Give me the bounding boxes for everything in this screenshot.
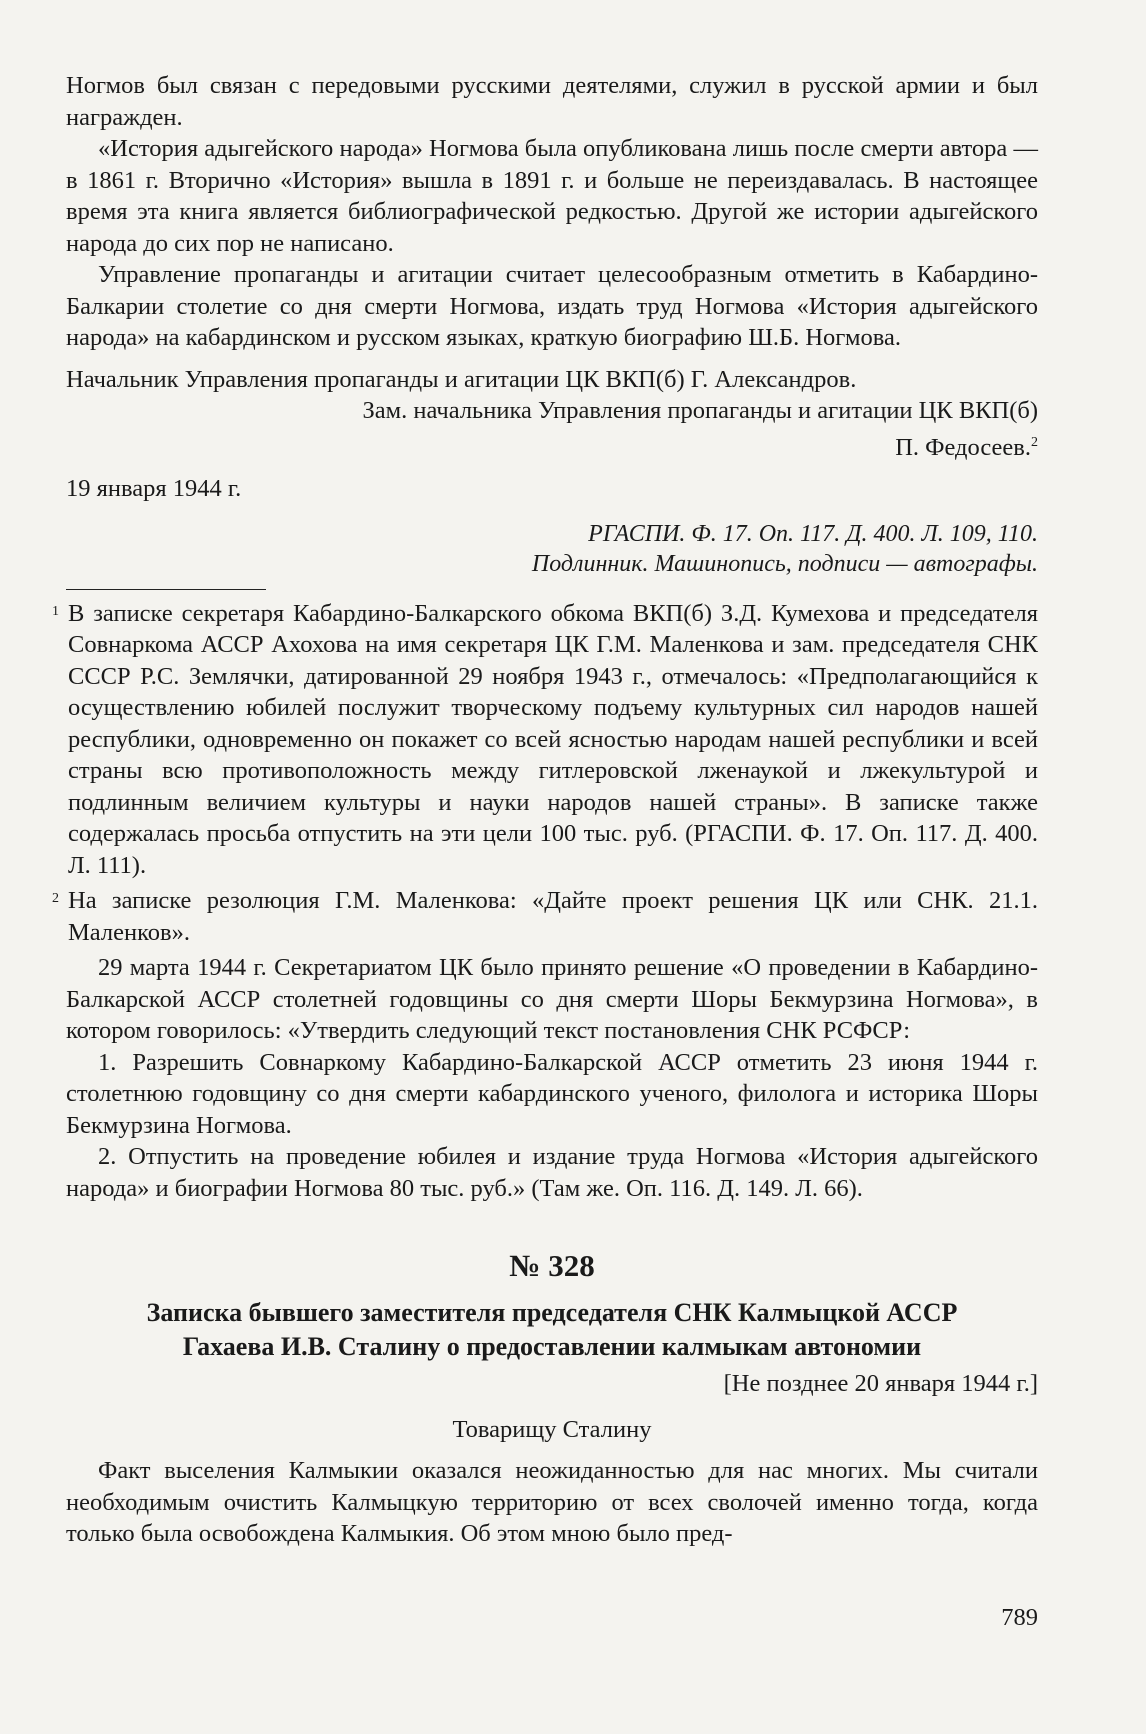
page-number: 789 (1001, 1604, 1038, 1631)
footnote-1 (52, 598, 1038, 882)
footnote-2-text: На записке резолюция Г.М. Маленкова: «Дайте проект решения ЦК или СНК. 21.1. Маленков». (68, 887, 1038, 946)
signature-line-3 (66, 427, 1038, 464)
document-number: № 328 (509, 1248, 595, 1284)
footnote-2-paragraph-4: 2. Отпустить на проведение юбилея и издание труда Ногмова «История адыгейского народа» и биографии Ногмова 80 тыс. руб.» (Там же. Оп. 116. Д. 149. Л. 66). (66, 1143, 1038, 1202)
signature-line-2: Зам. начальника Управления пропаганды и агитации ЦК ВКП(б) (362, 397, 1038, 424)
archive-line-1: РГАСПИ. Ф. 17. Оп. 117. Д. 400. Л. 109, 110. (588, 520, 1038, 547)
signature-name: П. Федосеев. (895, 433, 1031, 461)
footnote-2 (52, 885, 1038, 948)
footnote-ref-2: 2 (1031, 434, 1038, 450)
signature-line-1: Начальник Управления пропаганды и агитации ЦК ВКП(б) Г. Александров. (66, 365, 857, 393)
signature-block (66, 364, 1038, 464)
paragraph-2: «История адыгейского народа» Ногмова была опубликована лишь после смерти автора — в 1861 г. Вторично «История» вышла в 1891 г. и больше не переиздавалась. В настоящее время эта книга является библиографической редкостью. Другой же истории адыгейского народа до сих пор не написано. (66, 135, 1038, 257)
document-date-note: [Не позднее 20 января 1944 г.] (723, 1370, 1038, 1398)
document-date: 19 января 1944 г. (66, 475, 242, 503)
footnote-2-paragraph-2: 29 марта 1944 г. Секретариатом ЦК было принято решение «О проведении в Кабардино-Балкарской АССР столетней годовщины со дня смерти Шоры Бекмурзина Ногмова», в котором говорилось: «Утвердить следующий текст постановления СНК РСФСР: (66, 954, 1038, 1045)
footnote-1-text: В записке секретаря Кабардино-Балкарского обкома ВКП(б) З.Д. Кумехова и председателя Совнаркома АССР Ахохова на имя секретаря ЦК Г.М. Маленкова и зам. председателя СНК СССР Р.С. Землячки, датированной 29 ноября 1943 г., отмечалось: «Предполагающийся к осуществлению юбилей послужит творческому подъему культурных сил народов нашей республики, одновременно он покажет со всей ясностью народам нашей республики и всей страны всю противоположность между гитлеровской лженаукой и лжекультурой и подлинным величием культуры и науки народов нашей страны». В записке также содержалась просьба отпустить на эти цели 100 тыс. руб. (РГАСПИ. Ф. 17. Оп. 117. Д. 400. Л. 111). (68, 599, 1038, 879)
archive-reference (66, 519, 1038, 579)
footnote-2-mark: 2 (52, 891, 59, 907)
document-title-line-1: Записка бывшего заместителя председателя СНК Калмыцкой АССР (146, 1298, 958, 1328)
footnote-divider (66, 589, 266, 590)
addressee: Товарищу Сталину (452, 1415, 652, 1443)
document-title-line-2: Гахаева И.В. Сталину о предоставлении калмыкам автономии (182, 1332, 922, 1362)
paragraph-1: Ногмов был связан с передовыми русскими деятелями, служил в русской армии и был награжден. (66, 72, 1038, 131)
footnote-1-mark: 1 (52, 603, 59, 619)
archive-line-2: Подлинник. Машинопись, подписи — автографы. (531, 550, 1038, 577)
footnote-2-paragraph-3: 1. Разрешить Совнаркому Кабардино-Балкарской АССР отметить 23 июня 1944 г. столетнюю годовщину со дня смерти кабардинского ученого, филолога и историка Шоры Бекмурзина Ногмова. (66, 1048, 1038, 1139)
paragraph-3: Управление пропаганды и агитации считает целесообразным отметить в Кабардино-Балкарии столетие со дня смерти Ногмова, издать труд Ногмова «История адыгейского народа» на кабардинском и русском языках, краткую биографию Ш.Б. Ногмова. (66, 261, 1038, 351)
footnotes (52, 598, 1038, 1205)
document-body-text: Факт выселения Калмыкии оказался неожиданностью для нас многих. Мы считали необходимым очистить Калмыцкую территорию от всех сволочей именно тогда, когда только была освобождена Калмыкия. Об этом мною было пред- (66, 1457, 1038, 1548)
